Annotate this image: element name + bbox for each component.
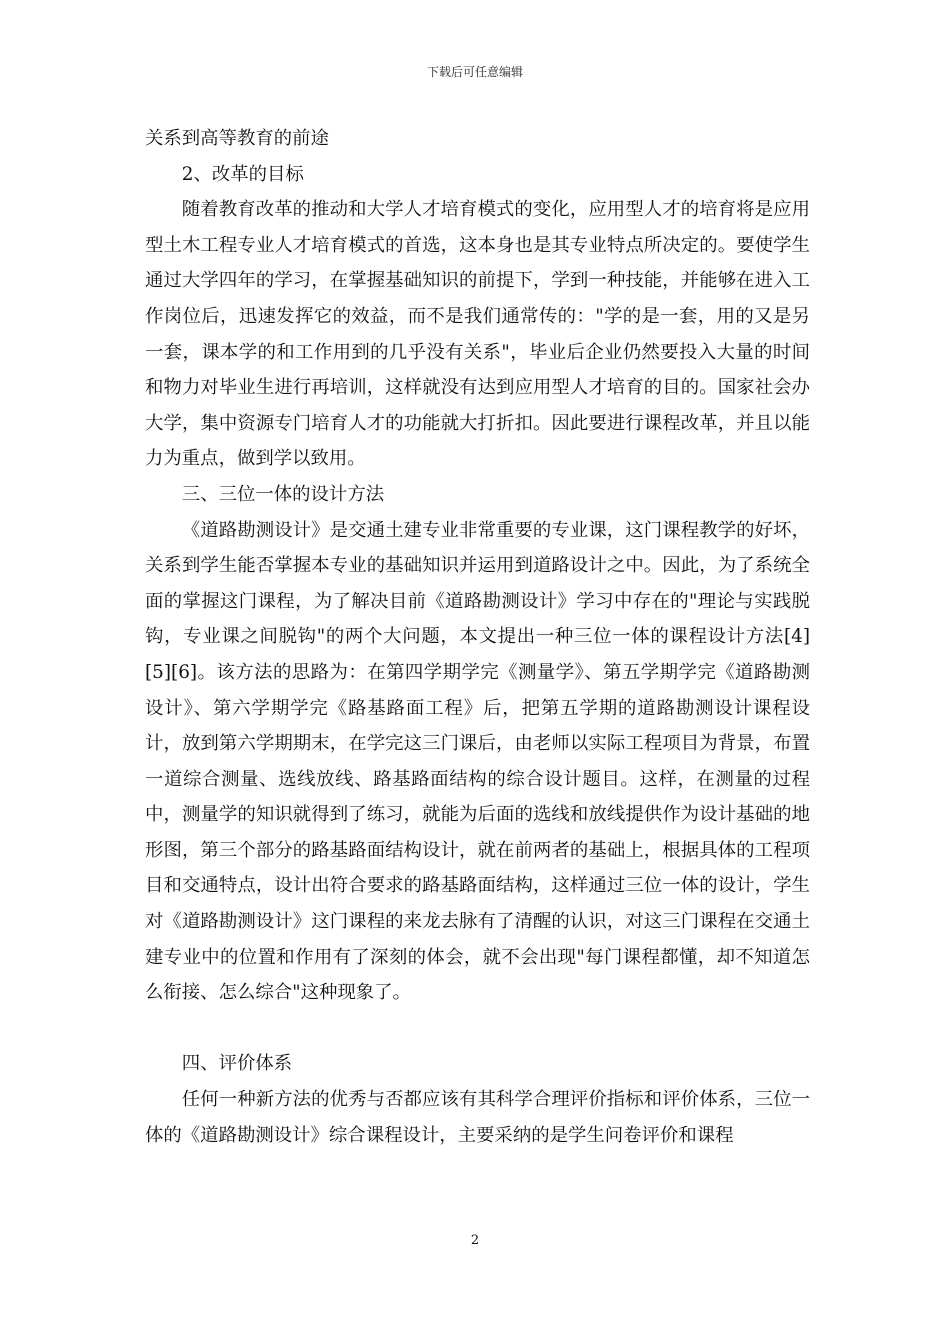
section-heading-design-method: 三、三位一体的设计方法 <box>181 483 385 505</box>
paragraph-continuation: 关系到高等教育的前途 <box>145 128 329 149</box>
section-heading-evaluation: 四、评价体系 <box>181 1053 293 1075</box>
page-number: 2 <box>470 1233 480 1248</box>
paragraph-evaluation: 任何一种新方法的优秀与否都应该有其科学合理评价指标和评价体系，三位一体的《道路勘测设计》综合课程设计，主要采纳的是学生问卷评价和课程 <box>145 1089 810 1146</box>
paragraph-reform-goal: 随着教育改革的推动和大学人才培育模式的变化，应用型人才的培育将是应用型土木工程专业人才培育模式的首选，这本身也是其专业特点所决定的。要使学生通过大学四年的学习，在掌握基础知识的前提下，学到一种技能，并能够在进入工作岗位后，迅速发挥它的效益，而不是我们通常传的："学的是一套，用的又是另一套，课本学的和工作用到的几乎没有关系"，毕业后企业仍然要投入大量的时间和物力对毕业生进行再培训，这样就没有达到应用型人才培育的目的。国家社会办大学，集中资源专门培育人才的功能就大打折扣。因此要进行课程改革，并且以能力为重点，做到学以致用。 <box>145 199 810 470</box>
paragraph-gap <box>145 1011 810 1047</box>
page-header: 下载后可任意编辑 <box>426 65 523 79</box>
document-body <box>145 121 810 1153</box>
paragraph-design-method: 《道路勘测设计》是交通土建专业非常重要的专业课，这门课程教学的好坏，关系到学生能否掌握本专业的基础知识并运用到道路设计之中。因此，为了系统全面的掌握这门课程，为了解决目前《道路勘测设计》学习中存在的"理论与实践脱钩，专业课之间脱钩"的两个大问题，本文提出一种三位一体的课程设计方法[4][5][6]。该方法的思路为：在第四学期学完《测量学》、第五学期学完《道路勘测设计》、第六学期学完《路基路面工程》后，把第五学期的道路勘测设计课程设计，放到第六学期期末，在学完这三门课后，由老师以实际工程项目为背景，布置一道综合测量、选线放线、路基路面结构的综合设计题目。这样，在测量的过程中，测量学的知识就得到了练习，就能为后面的选线和放线提供作为设计基础的地形图，第三个部分的路基路面结构设计，就在前两者的基础上，根据具体的工程项目和交通特点，设计出符合要求的路基路面结构，这样通过三位一体的设计，学生对《道路勘测设计》这门课程的来龙去脉有了清醒的认识，对这三门课程在交通土建专业中的位置和作用有了深刻的体会，就不会出现"每门课程都懂，却不知道怎么衔接、怎么综合"这种现象了。 <box>145 519 810 1004</box>
subsection-heading-reform-goal: 2、改革的目标 <box>181 163 304 185</box>
